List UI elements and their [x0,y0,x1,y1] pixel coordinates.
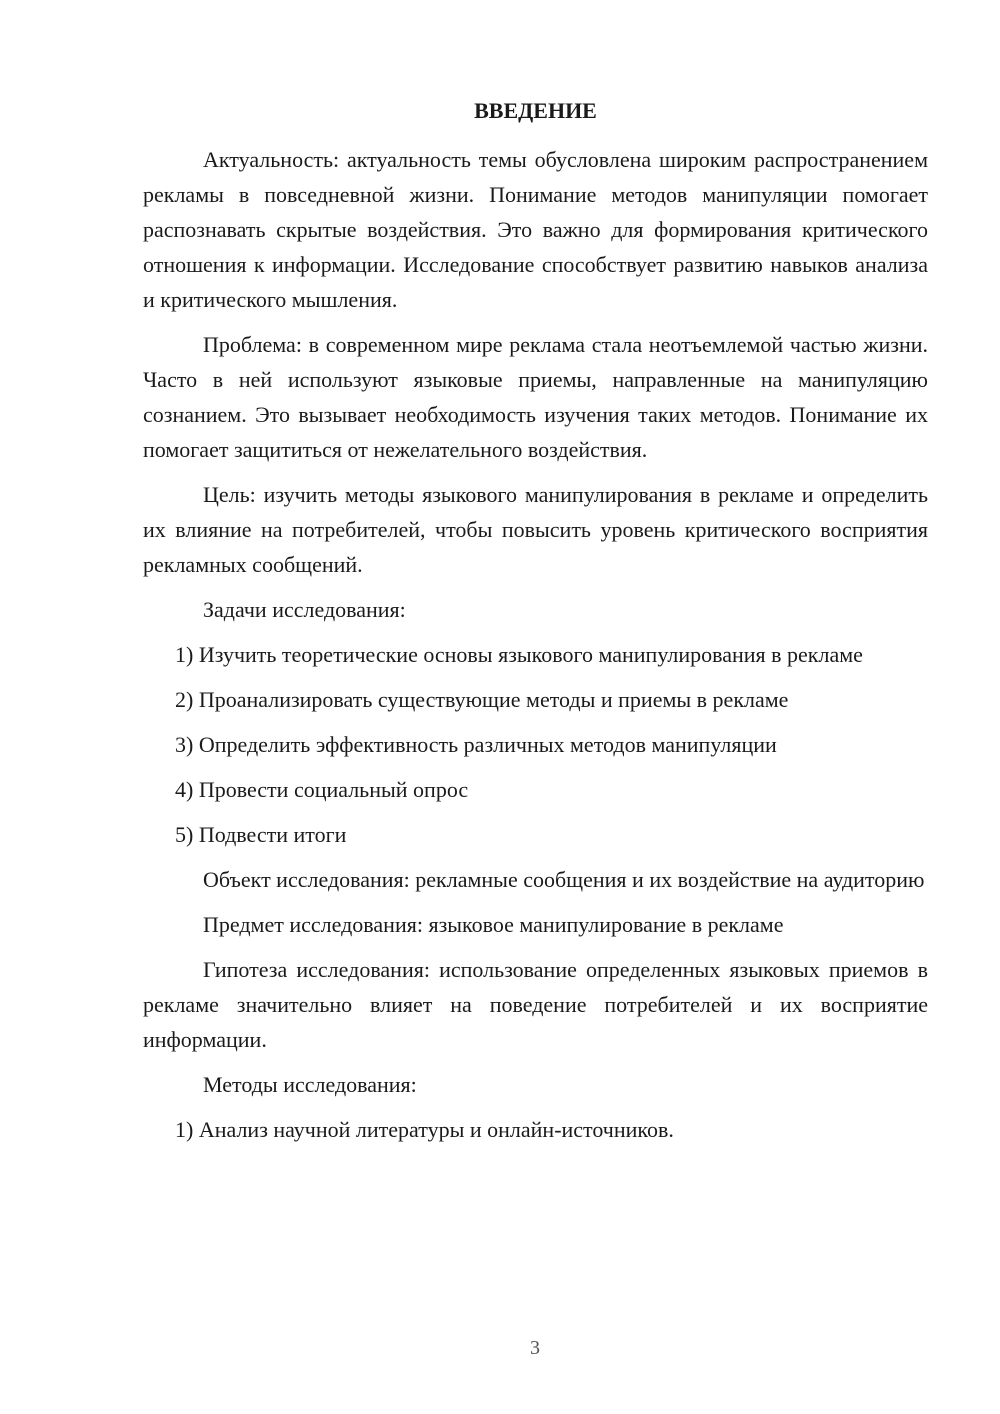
paragraph-relevance: Актуальность: актуальность темы обусловлена широким распространением рекламы в повседневной жизни. Понимание методов манипуляции помогает распознавать скрытые воздействия. Это важно для формирования критического отношения к информации. Исследование способствует развитию навыков анализа и критического мышления. [143,147,928,312]
paragraph-goal: Цель: изучить методы языкового манипулирования в рекламе и определить их влияние на потребителей, чтобы повысить уровень критического восприятия рекламных сообщений. [143,482,928,577]
task-item-5: 5) Подвести итоги [175,822,347,847]
paragraph-tasks-heading: Задачи исследования: [203,597,406,622]
paragraph-subject: Предмет исследования: языковое манипулирование в рекламе [203,912,784,937]
task-item-3: 3) Определить эффективность различных методов манипуляции [175,732,777,757]
task-item-4: 4) Провести социальный опрос [175,777,469,802]
task-item-1: 1) Изучить теоретические основы языкового манипулирования в рекламе [175,642,863,667]
document-body [143,93,928,1147]
paragraph-methods-heading: Методы исследования: [203,1072,417,1097]
paragraph-problem: Проблема: в современном мире реклама стала неотъемлемой частью жизни. Часто в ней используют языковые приемы, направленные на манипуляцию сознанием. Это вызывает необходимость изучения таких методов. Понимание их помогает защититься от нежелательного воздействия. [143,332,928,462]
paragraph-object: Объект исследования: рекламные сообщения и их воздействие на аудиторию [203,867,925,892]
task-item-2: 2) Проанализировать существующие методы и приемы в рекламе [175,687,789,712]
section-title: ВВЕДЕНИЕ [474,98,597,123]
method-item-1: 1) Анализ научной литературы и онлайн-источников. [175,1117,674,1142]
paragraph-hypothesis: Гипотеза исследования: использование определенных языковых приемов в рекламе значительно влияет на поведение потребителей и их восприятие информации. [143,957,928,1052]
page-number: 3 [530,1337,540,1359]
